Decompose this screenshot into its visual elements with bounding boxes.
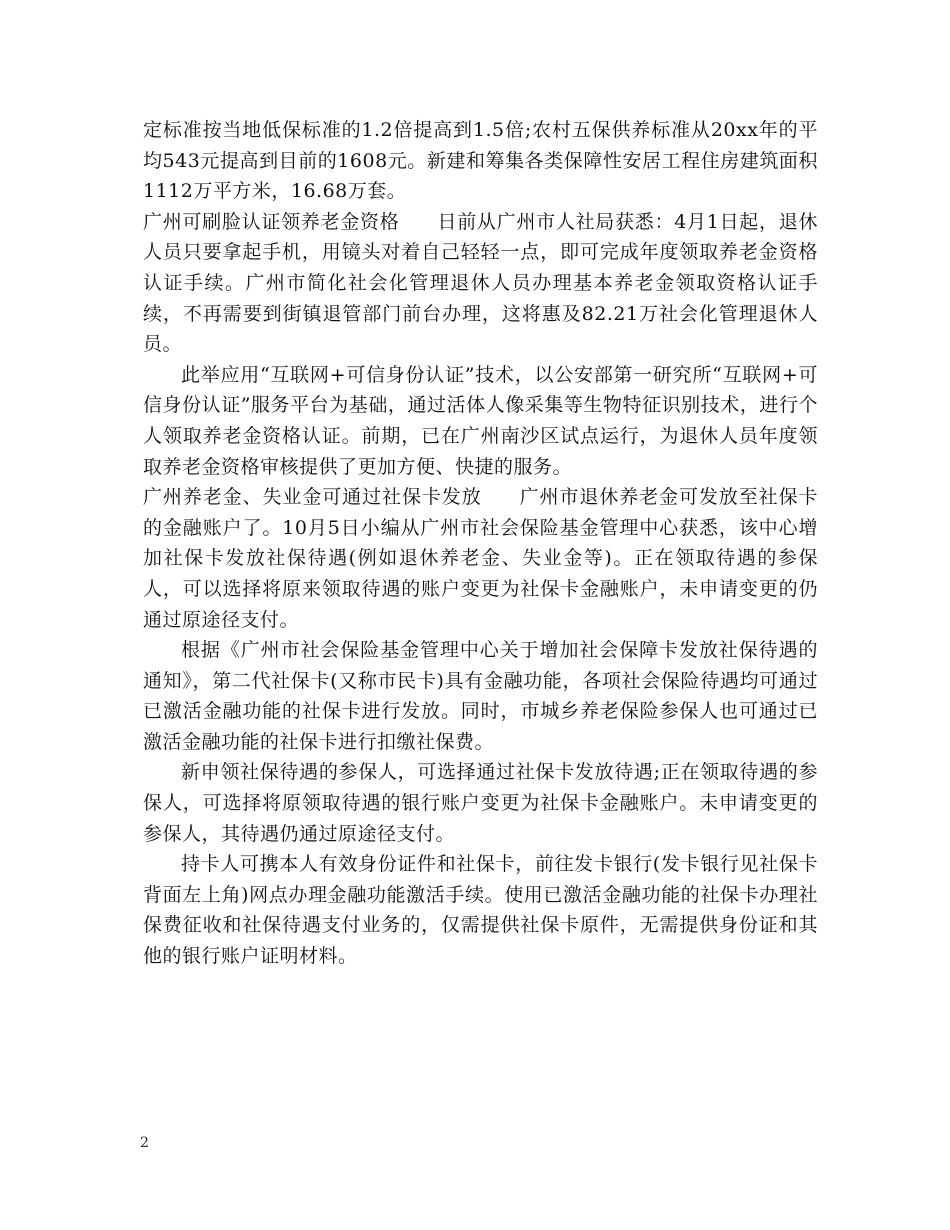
section-heading: 广州可刷脸认证领养老金资格 [143,210,400,233]
section-heading: 广州养老金、失业金可通过社保卡发放 [143,486,482,509]
paragraph-text: 广州市退休养老金可发放至社保卡的金融账户了。10月5日小编从广州市社会保险基金管理中心获悉，该中心增加社保卡发放社保待遇(例如退休养老金、失业金等)。正在领取待遇的参保人，可以选择将原来领取待遇的账户变更为社保卡金融账户，未申请变更的仍通过原途径支付。 [143,486,818,631]
paragraph-text: 此举应用“互联网+可信身份认证”技术，以公安部第一研究所“互联网+可信身份认证”服务平台为基础，通过活体人像采集等生物特征识别技术，进行个人领取养老金资格认证。前期，已在广州南沙区试点运行，为退休人员年度领取养老金资格审核提供了更加方便、快捷的服务。 [143,363,818,478]
paragraph-text: 定标准按当地低保标准的1.2倍提高到1.5倍;农村五保供养标准从20xx年的平均543元提高到目前的1608元。新建和筹集各类保障性安居工程住房建筑面积1112万平方米，16.68万套。 [143,119,818,203]
paragraph-2 [143,207,818,360]
paragraph-5 [143,635,818,757]
paragraph-text: 持卡人可携本人有效身份证件和社保卡，前往发卡银行(发卡银行见社保卡背面左上角)网点办理金融功能激活手续。使用已激活金融功能的社保卡办理社保费征收和社保待遇支付业务的，仅需提供社保卡原件，无需提供身份证和其他的银行账户证明材料。 [143,853,818,968]
paragraph-text: 日前从广州市人社局获悉：4月1日起，退休人员只要拿起手机，用镜头对着自己轻轻一点，即可完成年度领取养老金资格认证手续。广州市简化社会化管理退休人员办理基本养老金领取资格认证手续，不再需要到街镇退管部门前台办理，这将惠及82.21万社会化管理退休人员。 [143,210,818,356]
paragraph-7 [143,849,818,971]
paragraph-text: 根据《广州市社会保险基金管理中心关于增加社会保障卡发放社保待遇的通知》，第二代社保卡(又称市民卡)具有金融功能，各项社会保险待遇均可通过已激活金融功能的社保卡进行发放。同时，市城乡养老保险参保人也可通过已激活金融功能的社保卡进行扣缴社保费。 [143,639,818,753]
paragraph-4 [143,482,818,635]
page-number: 2 [140,1135,149,1151]
paragraph-3 [143,360,818,482]
paragraph-text: 新申领社保待遇的参保人，可选择通过社保卡发放待遇;正在领取待遇的参保人，可选择将原领取待遇的银行账户变更为社保卡金融账户。未申请变更的参保人，其待遇仍通过原途径支付。 [143,761,818,845]
paragraph-1 [143,115,818,207]
paragraph-6 [143,757,818,849]
document-body [143,115,818,972]
